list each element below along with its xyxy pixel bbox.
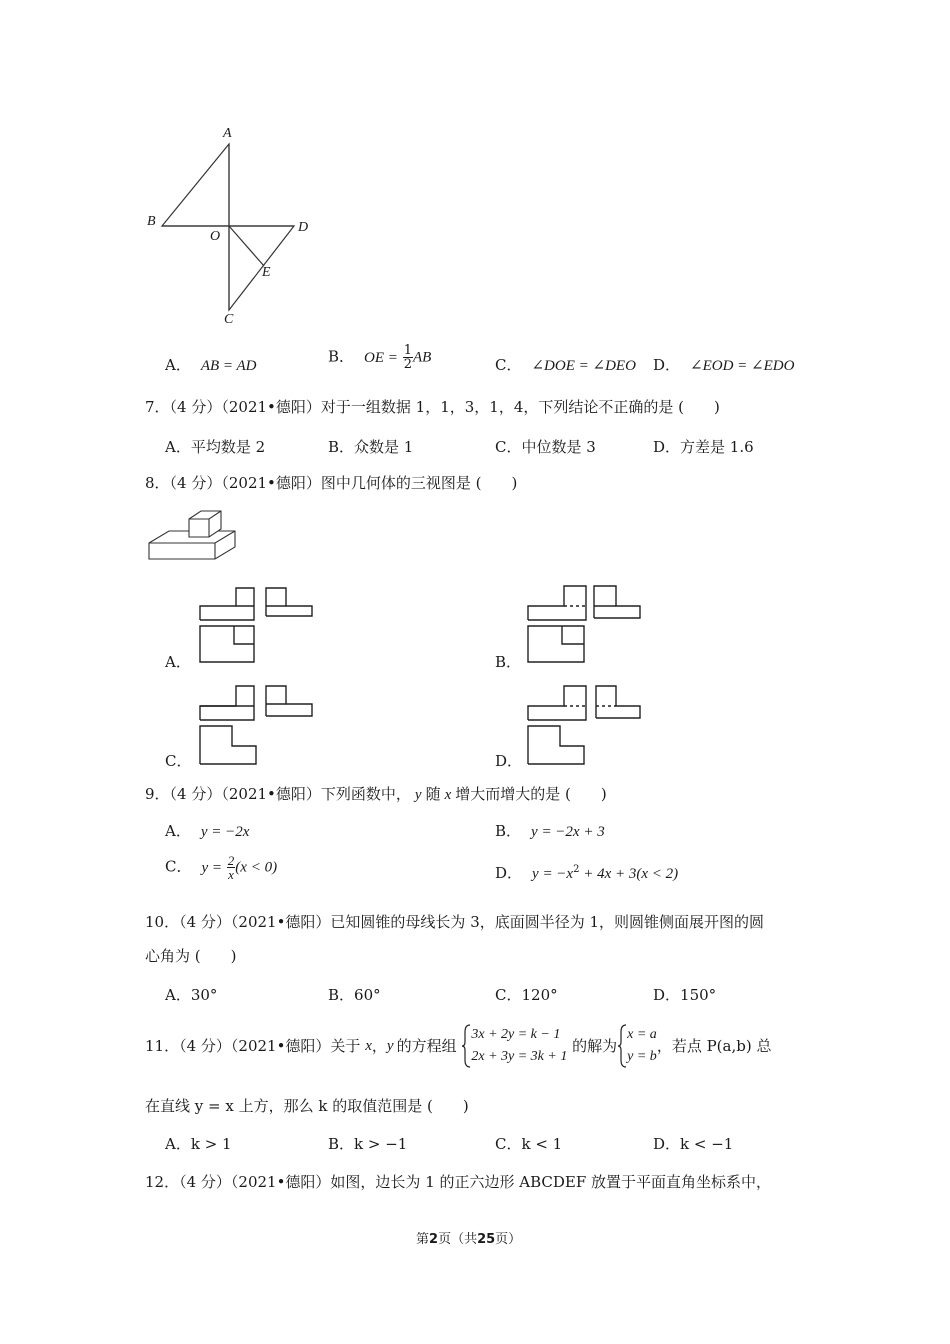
q7-option-a[interactable]: A．平均数是 2 [165,438,266,456]
q8-views-d [524,682,646,766]
footer-mid: 页（共 [438,1232,478,1247]
brace-icon [461,1024,471,1068]
option-lhs: y = [201,859,223,876]
q11-pre: 11．（4 分）（2021•德阳）关于 [145,1037,361,1055]
label-c: C [224,312,234,327]
q7-stem: 7．（4 分）（2021•德阳）对于一组数据 1，1，3，1，4，下列结论不正确的是 ( ) [145,398,720,416]
page-footer [416,1228,521,1247]
fraction [403,344,413,371]
q7-option-c[interactable]: C．中位数是 3 [495,438,596,456]
q11-mid: 的方程组 [396,1037,457,1055]
option-post: + 4x + 3(x < 2) [579,866,679,882]
q10-stem-line2: 心角为 ( ) [145,947,237,965]
q8-option-c[interactable]: C． [165,752,192,770]
numerator: 1 [403,343,412,358]
q9-stem-mid: 随 [425,785,441,803]
denominator: x [228,867,234,882]
option-text: y = −2x + 3 [531,824,605,840]
option-pre: y = −x [532,866,574,882]
q11-option-b[interactable]: B．k > −1 [328,1135,408,1153]
q11-stem-line2: 在直线 y = x 上方，那么 k 的取值范围是 ( ) [145,1097,469,1115]
var-y: y [414,787,422,803]
numerator: 2 [227,853,235,868]
q10-option-b[interactable]: B．60° [328,986,381,1004]
q9-stem [145,783,607,804]
label-b: B [147,214,156,229]
option-letter: C． [165,857,192,876]
denominator: 2 [403,357,412,372]
q8-views-c [196,682,316,766]
q11-sol-text: 的解为 [572,1037,618,1055]
option-rhs: (x < 0) [235,859,278,876]
q11-option-c[interactable]: C．k < 1 [495,1135,563,1153]
label-d: D [298,220,309,235]
option-letter: C． [495,356,522,374]
solid-figure [145,505,245,573]
q9-option-b[interactable] [495,820,605,841]
rhombus-outline [162,144,294,310]
option-sup: 2 [573,864,580,875]
q8-stem: 8．（4 分）（2021•德阳）图中几何体的三视图是 ( ) [145,474,518,492]
q6-option-b[interactable] [328,344,431,371]
equation-1: 3x + 2y = k − 1 [471,1027,561,1042]
segment-oe [229,226,264,266]
var-x: x [444,787,452,803]
q8-views-b [524,582,644,664]
option-letter: A． [165,822,191,840]
footer-post: 页） [495,1232,522,1247]
q9-option-c[interactable] [165,854,277,881]
q11-option-a[interactable]: A．k > 1 [165,1135,232,1153]
q10-option-a[interactable]: A．30° [165,986,218,1004]
q12-stem: 12．（4 分）（2021•德阳）如图，边长为 1 的正六边形 ABCDEF 放置于平面直角坐标系中， [145,1173,772,1191]
q11-sep: ， [371,1037,387,1055]
q11-option-d[interactable]: D．k < −1 [653,1135,734,1153]
option-rhs: AB [412,349,432,366]
q7-option-b[interactable]: B．众数是 1 [328,438,414,456]
option-text: AB = AD [200,358,257,374]
q6-option-d[interactable] [653,354,794,375]
option-text: y = −2x [200,824,250,840]
equation-system [471,1024,567,1068]
q10-option-c[interactable]: C．120° [495,986,558,1004]
q8-views-a [196,584,316,664]
brace-icon [617,1024,627,1068]
q8-option-b[interactable]: B． [495,653,522,671]
option-text: ∠DOE = ∠DEO [531,358,636,374]
equation-2: 2x + 3y = 3k + 1 [471,1049,568,1064]
q11-stem [145,1024,771,1068]
option-letter: B． [495,822,522,840]
label-e: E [262,265,271,280]
q7-option-d[interactable]: D．方差是 1.6 [653,438,754,456]
solution-2: y = b [627,1049,657,1064]
q6-option-c[interactable] [495,354,636,375]
q9-stem-post: 增大而增大的是 ( ) [455,785,607,803]
option-letter: D． [653,356,681,374]
q9-stem-pre: 9．（4 分）（2021•德阳）下列函数中， [145,785,411,803]
footer-total: 25 [477,1232,496,1247]
footer-pre: 第 [416,1232,430,1247]
q9-option-a[interactable] [165,820,249,841]
q10-stem-line1: 10．（4 分）（2021•德阳）已知圆锥的母线长为 3，底面圆半径为 1，则圆锥侧面展开图的圆 [145,913,765,931]
q11-post: ，若点 P(a,b) 总 [656,1037,772,1055]
var-y: y [386,1038,394,1054]
q10-option-d[interactable]: D．150° [653,986,717,1004]
solution-system [627,1024,657,1068]
option-letter: B． [328,347,355,366]
label-o: O [210,229,221,244]
q8-option-d[interactable]: D． [495,752,523,770]
label-a: A [223,126,232,141]
footer-page: 2 [429,1232,439,1247]
q8-option-a[interactable]: A． [165,653,191,671]
var-x: x [365,1038,372,1054]
q6-option-a[interactable] [165,354,257,375]
q9-option-d[interactable] [495,862,678,883]
option-letter: A． [165,356,191,374]
solution-1: x = a [627,1027,657,1042]
option-text: ∠EOD = ∠EDO [690,358,795,374]
option-letter: D． [495,864,523,882]
option-lhs: OE = [364,349,398,366]
